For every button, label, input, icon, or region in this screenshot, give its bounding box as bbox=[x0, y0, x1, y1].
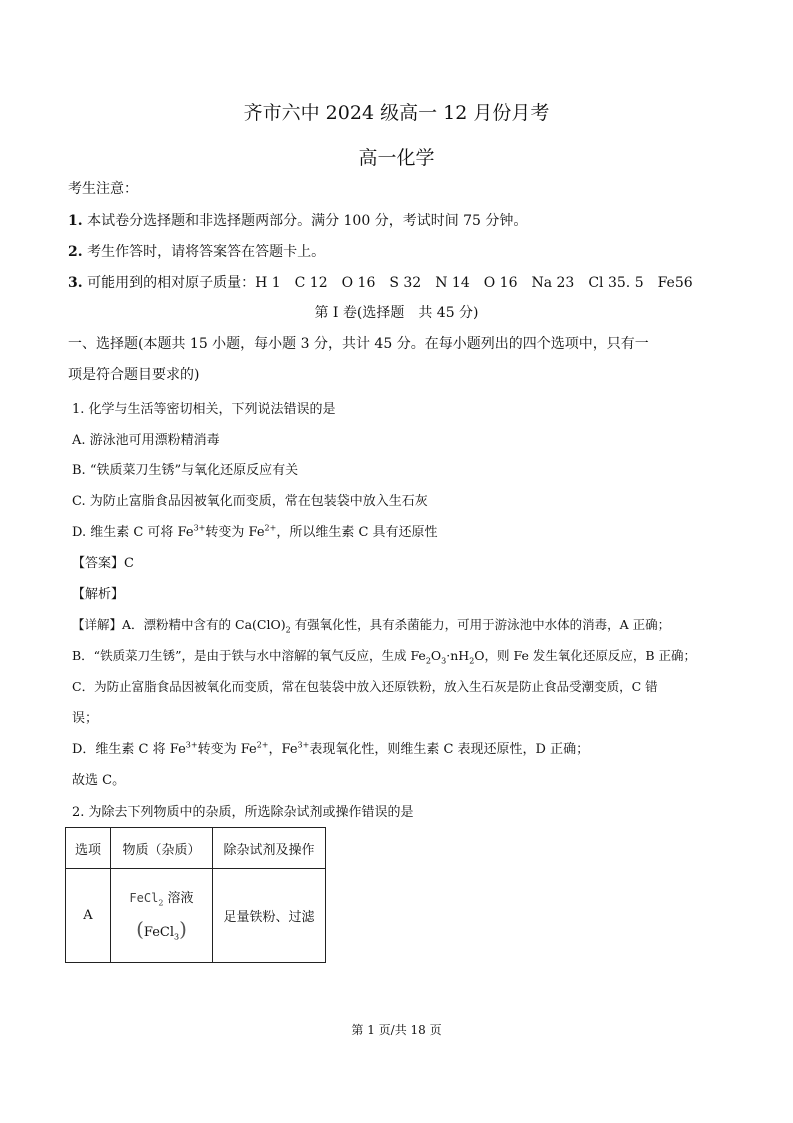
charge-superscript: 3+ bbox=[185, 740, 198, 750]
question-1-option-c: C. 为防止富脂食品因被氧化而变质，常在包装袋中放入生石灰 bbox=[72, 494, 428, 509]
page-footer: 第 1 页/共 18 页 bbox=[351, 1023, 442, 1037]
table-header-cell: 选项 bbox=[66, 828, 111, 869]
detail-text: 转变为 Fe bbox=[197, 742, 257, 757]
detail-tag: 【详解】 bbox=[72, 617, 123, 632]
option-text: ，所以维生素 C 具有还原性 bbox=[276, 525, 438, 540]
notice-text: 本试卷分选择题和非选择题两部分。满分 100 分，考试时间 75 分钟。 bbox=[87, 213, 528, 229]
table-cell-operation: 足量铁粉、过滤 bbox=[213, 869, 326, 963]
question-1-option-a: A. 游泳池可用漂粉精消毒 bbox=[72, 433, 220, 448]
detail-text: O，则 Fe 发生氧化还原反应，B 正确； bbox=[474, 648, 697, 663]
question-1-option-b: B. “铁质菜刀生锈”与氧化还原反应有关 bbox=[72, 463, 299, 478]
section-title: 第 Ⅰ 卷(选择题 共 45 分) bbox=[314, 305, 479, 321]
subscript: 2 bbox=[285, 625, 291, 635]
answer-value: C bbox=[124, 556, 134, 571]
detail-c-line2: 误； bbox=[72, 711, 99, 726]
impurity-line bbox=[111, 914, 212, 948]
paren-left-icon: ( bbox=[136, 917, 144, 941]
question-2-table bbox=[65, 827, 326, 963]
table-header-cell: 物质（杂质） bbox=[111, 828, 213, 869]
detail-text: D．维生素 C 将 Fe bbox=[72, 742, 186, 757]
notice-item-1 bbox=[68, 210, 527, 230]
notice-item-3 bbox=[68, 272, 693, 292]
detail-a bbox=[72, 615, 670, 633]
paren-right-icon: ) bbox=[179, 917, 187, 941]
option-text: 转变为 Fe bbox=[205, 525, 265, 540]
detail-text: A．漂粉精中含有的 Ca(ClO) bbox=[122, 617, 286, 632]
subscript: 3 bbox=[174, 932, 180, 942]
question-1-option-d bbox=[72, 521, 438, 540]
charge-superscript: 3+ bbox=[193, 523, 206, 533]
notice-item-2 bbox=[68, 241, 325, 261]
notice-num: 1. bbox=[68, 213, 83, 229]
detail-text: O bbox=[430, 648, 442, 663]
substance-suffix: 溶液 bbox=[163, 891, 194, 906]
table-cell-substance bbox=[111, 869, 213, 963]
charge-superscript: 2+ bbox=[256, 740, 269, 750]
notice-num: 2. bbox=[68, 244, 83, 260]
detail-text: 有强氧化性，具有杀菌能力，可用于游泳池中水体的消毒，A 正确； bbox=[290, 617, 671, 632]
impurity-formula: FeCl bbox=[143, 925, 174, 940]
charge-superscript: 2+ bbox=[264, 523, 277, 533]
question-2-stem: 2. 为除去下列物质中的杂质，所选除杂试剂或操作错误的是 bbox=[72, 805, 414, 820]
notice-num: 3. bbox=[68, 275, 83, 291]
charge-superscript: 3+ bbox=[297, 740, 310, 750]
page-subtitle: 高一化学 bbox=[358, 147, 435, 169]
answer-tag: 【答案】 bbox=[72, 556, 125, 571]
table-header-row bbox=[66, 828, 326, 869]
subscript: 3 bbox=[441, 656, 447, 666]
substance-line bbox=[111, 883, 212, 914]
detail-text: ，Fe bbox=[268, 742, 298, 757]
substance-formula: FeCl bbox=[129, 891, 159, 905]
table-row bbox=[66, 869, 326, 963]
page-title: 齐市六中 2024 级高一 12 月份月考 bbox=[243, 102, 550, 124]
notice-text: 考生作答时，请将答案答在答题卡上。 bbox=[87, 244, 326, 260]
detail-c-line1: C．为防止富脂食品因被氧化而变质，常在包装袋中放入还原铁粉，放入生石灰是防止食品受潮变质，C 错 bbox=[72, 679, 658, 694]
answer-line bbox=[72, 552, 134, 571]
subscript: 2 bbox=[158, 898, 164, 908]
table-header-cell: 除杂试剂及操作 bbox=[213, 828, 326, 869]
analysis-tag: 【解析】 bbox=[72, 587, 125, 602]
detail-text: ·nH bbox=[446, 648, 470, 663]
subscript: 2 bbox=[425, 656, 431, 666]
section-heading-line2: 项是符合题目要求的) bbox=[68, 367, 200, 383]
detail-text: B．“铁质菜刀生锈”，是由于铁与水中溶解的氧气反应，生成 Fe bbox=[72, 648, 426, 663]
table-cell-option: A bbox=[66, 869, 111, 963]
detail-d bbox=[72, 738, 589, 757]
conclusion: 故选 C。 bbox=[72, 773, 126, 788]
section-heading-line1: 一、选择题(本题共 15 小题，每小题 3 分，共计 45 分。在每小题列出的四个选项中，只有一 bbox=[68, 336, 649, 352]
detail-b bbox=[72, 646, 696, 664]
question-1-stem: 1. 化学与生活等密切相关，下列说法错误的是 bbox=[72, 402, 336, 417]
option-text: D. 维生素 C 可将 Fe bbox=[72, 525, 194, 540]
detail-text: 表现氧化性，则维生素 C 表现还原性，D 正确； bbox=[309, 742, 590, 757]
notice-heading: 考生注意： bbox=[68, 181, 138, 197]
subscript: 2 bbox=[469, 656, 475, 666]
notice-text: 可能用到的相对原子质量：H 1 C 12 O 16 S 32 N 14 O 16 Na 23 Cl 35. 5 Fe56 bbox=[87, 275, 693, 291]
